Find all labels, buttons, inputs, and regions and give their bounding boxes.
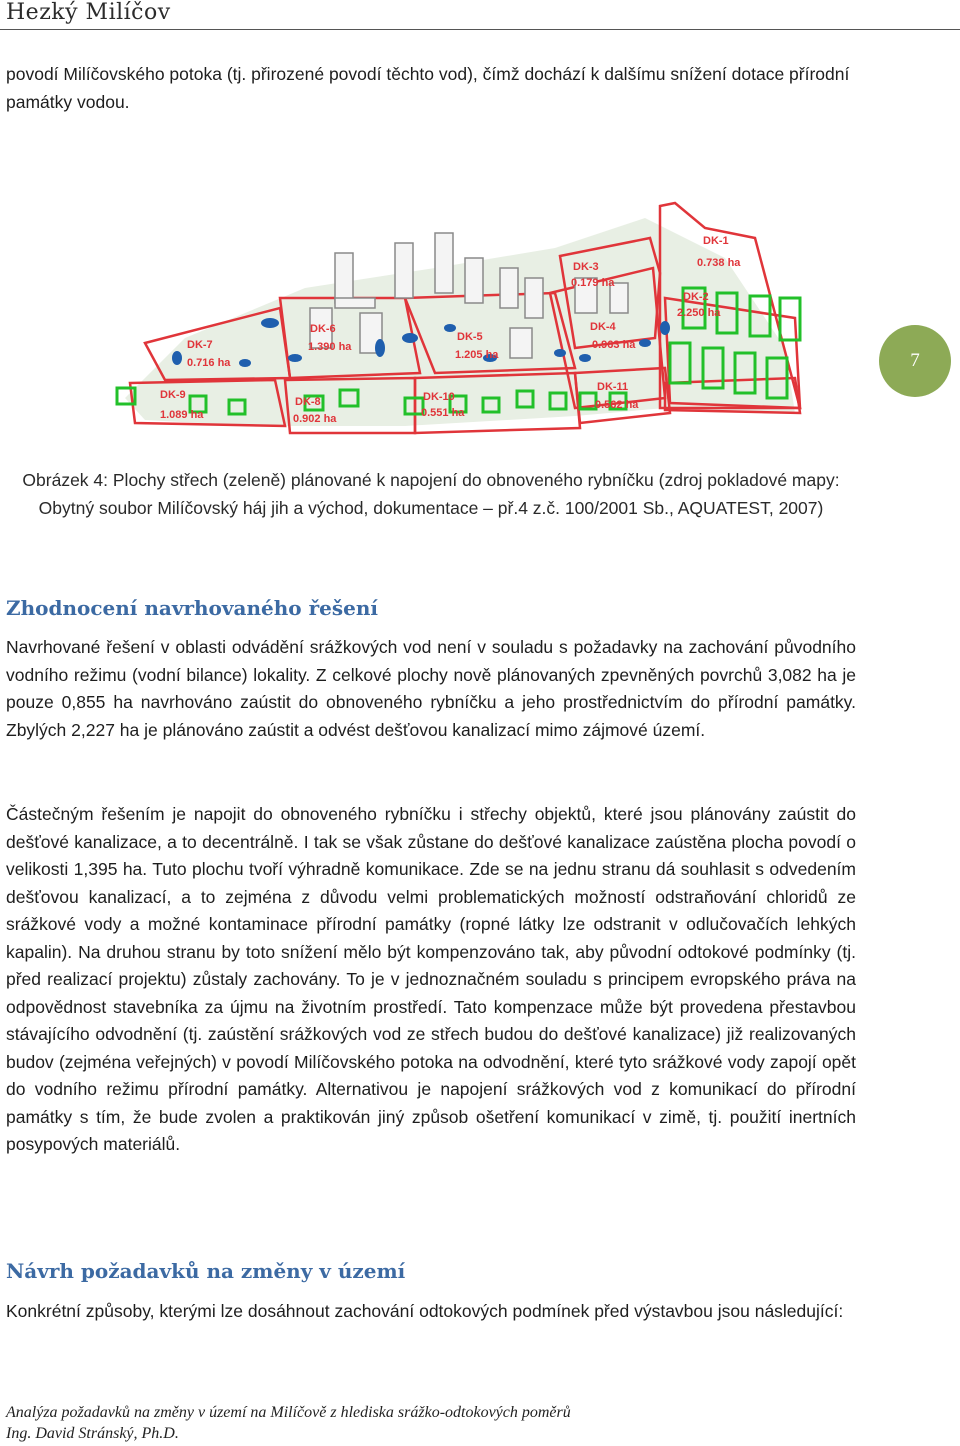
map-label-dk-11-area: 0.562 ha <box>595 399 639 411</box>
footer-title: Analýza požadavků na změny v území na Milíčově z hlediska srážko-odtokových poměrů <box>6 1404 571 1421</box>
map-label-dk-5-area: 1.205 ha <box>455 349 499 361</box>
map-label-dk-6-area: 1.390 ha <box>308 341 352 353</box>
map-label-dk-1: DK-1 <box>703 235 729 247</box>
map-label-dk-9: DK-9 <box>160 389 186 401</box>
page-footer <box>6 1402 571 1444</box>
map-label-dk-11: DK-11 <box>597 381 629 393</box>
section-heading-requirements: Návrh požadavků na změny v území <box>6 1259 406 1283</box>
map-label-dk-4-area: 0.963 ha <box>592 339 636 351</box>
map-label-dk-2-area: 2.250 ha <box>677 307 721 319</box>
document-header-title: Hezký Milíčov <box>6 0 171 25</box>
intro-paragraph: povodí Milíčovského potoka (tj. přirozené povodí těchto vod), čímž dochází k dalšímu snížení dotace přírodní památky vodou. <box>6 64 850 112</box>
map-label-dk-5: DK-5 <box>457 331 483 343</box>
map-label-dk-7: DK-7 <box>187 339 213 351</box>
map-label-dk-7-area: 0.716 ha <box>187 357 231 369</box>
map-label-dk-2: DK-2 <box>683 291 709 303</box>
map-label-dk-6: DK-6 <box>310 323 336 335</box>
map-label-dk-3-area: 0.179 ha <box>571 277 615 289</box>
requirements-paragraph: Konkrétní způsoby, kterými lze dosáhnout zachování odtokových podmínek před výstavbou jsou následující: <box>6 1301 844 1321</box>
footer-author: Ing. David Stránský, Ph.D. <box>6 1425 179 1442</box>
map-label-dk-8-area: 0.902 ha <box>293 413 337 425</box>
evaluation-paragraph-1: Navrhované řešení v oblasti odvádění srážkových vod není v souladu s požadavky na zachování původního vodního režimu (vodní bilance) lokality. Z celkové plochy nově plánovaných zpevněných povrchů 3,082 ha je pouze 0,855 ha navrhováno zaústit do obnoveného rybníčku a jeho prostřednictvím do přírodní památky. Zbylých 2,227 ha je plánováno zaústit a odvést dešťovou kanalizací mimo zájmové území. <box>6 637 856 740</box>
map-label-dk-8: DK-8 <box>295 396 321 408</box>
figure-caption: Obrázek 4: Plochy střech (zeleně) plánované k napojení do obnoveného rybníčku (zdroj pokladové mapy: Obytný soubor Milíčovský háj jih a východ, dokumentace – př.4 z.č. 100/2001 Sb., AQUATEST, 2007) <box>22 470 840 518</box>
map-label-dk-4: DK-4 <box>590 321 616 333</box>
header-divider <box>0 29 960 30</box>
map-label-dk-3: DK-3 <box>573 261 599 273</box>
evaluation-paragraph-2: Částečným řešením je napojit do obnoveného rybníčku i střechy objektů, které jsou plánovány zaústit do dešťové kanalizace, a to decentrálně. I tak se však zůstane do dešťové kanalizace zaústěna plocha povodí o velikosti 1,395 ha. Tuto plochu tvoří výhradně komunikace. Zde se na jednu stranu dá souhlasit s odvedením dešťovou kanalizací, a to zejména z důvodu velmi problematických možností odstraňování chloridů ze srážkové vody a možné kontaminace přírodní památky (ropné látky lze odstranit v odlučovačích lehkých kapalin). Na druhou stranu by toto snížení mělo být kompenzováno tak, aby původní odtokové podmínky (tj. před realizací projektu) zůstaly zachovány. To je v jednoznačném souladu s principem evropského práva na odpovědnost stavebníka za újmu na životním prostředí. Tato kompenzace může být provedena přestavbou stávajícího odvodnění (tj. zaústění srážkových vod ze střech budou do dešťové kanalizace) již realizovaných budov (zejména veřejných) v povodí Milíčovského potoka na odvodnění, které tyto srážkové vody zapojí opět do vodního režimu přírodní památky. Alternativou je napojení srážkových vod z komunikací do přírodní památky s tím, že bude zvolen a praktikován jiný způsob ošetření komunikací v zimě, tj. použití inertních posypových materiálů. <box>6 804 856 1154</box>
map-label-dk-9-area: 1.089 ha <box>160 409 204 421</box>
section-heading-evaluation: Zhodnocení navrhovaného řešení <box>6 596 378 620</box>
site-map-figure <box>105 198 805 438</box>
map-label-dk-1-area: 0.738 ha <box>697 257 741 269</box>
map-label-dk-10-area: 0.551 ha <box>421 407 465 419</box>
page-number-badge: 7 <box>879 325 951 397</box>
map-label-dk-10: DK-10 <box>423 391 455 403</box>
